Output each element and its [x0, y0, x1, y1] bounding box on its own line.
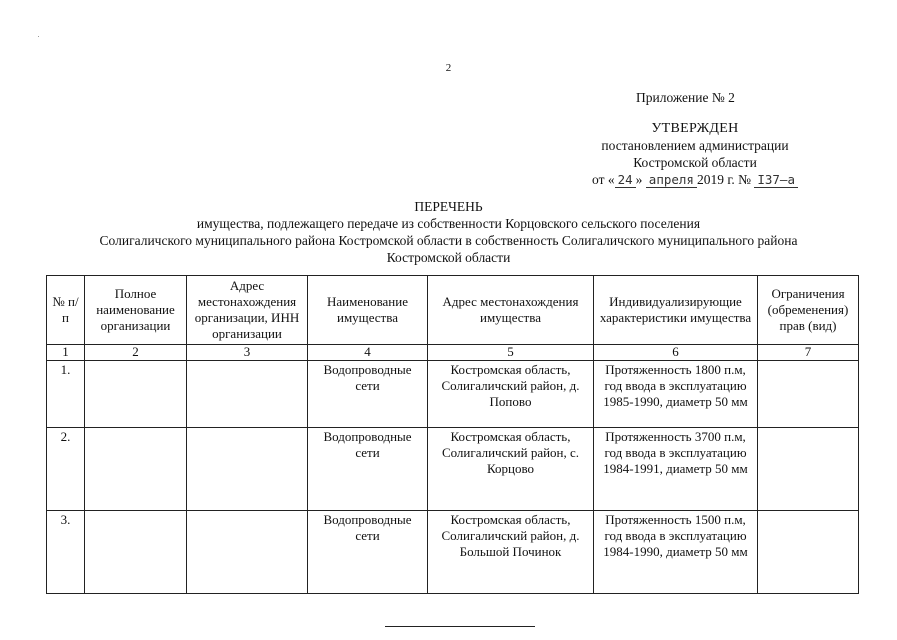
column-number: 7	[758, 345, 859, 361]
table-row	[47, 511, 859, 594]
header-cell: № п/п	[47, 276, 85, 345]
approval-block	[590, 120, 800, 188]
header-cell: Ограничения (обременения) прав (вид)	[758, 276, 859, 345]
row-number: 3.	[47, 511, 85, 594]
scan-speck	[38, 36, 39, 37]
property-table	[46, 275, 859, 594]
org-address-cell	[187, 428, 308, 511]
page-number: 2	[445, 62, 452, 74]
decree-number: I37–а	[754, 173, 798, 188]
restrictions-cell	[758, 428, 859, 511]
column-number: 1	[47, 345, 85, 361]
column-number-row	[47, 345, 859, 361]
approval-line-1: постановлением администрации	[601, 138, 789, 153]
characteristics-cell: Протяженность 3700 п.м, год ввода в эксплуатацию 1984-1991, диаметр 50 мм	[594, 428, 758, 511]
restrictions-cell	[758, 511, 859, 594]
property-address-cell: Костромская область, Солигаличский район, д. Попово	[428, 361, 594, 428]
property-address-cell: Костромская область, Солигаличский район, с. Корцово	[428, 428, 594, 511]
title-line-2: Солигаличского муниципального района Костромской области в собственность Солигаличского муниципального района	[99, 233, 798, 248]
org-name-cell	[85, 361, 187, 428]
column-number: 3	[187, 345, 308, 361]
row-number: 2.	[47, 428, 85, 511]
header-cell: Наименование имущества	[308, 276, 428, 345]
approval-heading: УТВЕРЖДЕН	[651, 121, 739, 136]
header-cell: Полное наименование организации	[85, 276, 187, 345]
title-heading: ПЕРЕЧЕНЬ	[414, 199, 483, 214]
header-cell: Адрес местонахождения организации, ИНН организации	[187, 276, 308, 345]
header-cell: Индивидуализирующие характеристики имущества	[594, 276, 758, 345]
date-day: 24	[615, 173, 636, 188]
table-row	[47, 428, 859, 511]
title-line-3: Костромской области	[386, 250, 511, 265]
date-mid: »	[635, 172, 643, 187]
table-header-row	[47, 276, 859, 345]
characteristics-cell: Протяженность 1800 п.м, год ввода в эксплуатацию 1985-1990, диаметр 50 мм	[594, 361, 758, 428]
column-number: 4	[308, 345, 428, 361]
column-number: 2	[85, 345, 187, 361]
org-name-cell	[85, 428, 187, 511]
org-name-cell	[85, 511, 187, 594]
property-name-cell: Водопроводные сети	[308, 361, 428, 428]
title-line-1: имущества, подлежащего передаче из собственности Корцовского сельского поселения	[196, 216, 701, 231]
restrictions-cell	[758, 361, 859, 428]
appendix-label: Приложение № 2	[636, 90, 735, 105]
date-month: апреля	[646, 173, 697, 188]
approval-line-2: Костромской области	[633, 155, 757, 170]
property-name-cell: Водопроводные сети	[308, 428, 428, 511]
table-row	[47, 361, 859, 428]
row-number: 1.	[47, 361, 85, 428]
header-cell: Адрес местонахождения имущества	[428, 276, 594, 345]
property-name-cell: Водопроводные сети	[308, 511, 428, 594]
date-year: 2019 г. №	[696, 172, 751, 187]
property-address-cell: Костромская область, Солигаличский район, д. Большой Починок	[428, 511, 594, 594]
document-title	[0, 198, 897, 266]
footer-divider	[385, 626, 535, 627]
org-address-cell	[187, 511, 308, 594]
approval-date-line	[590, 171, 800, 188]
org-address-cell	[187, 361, 308, 428]
date-prefix: от «	[592, 172, 615, 187]
column-number: 6	[594, 345, 758, 361]
characteristics-cell: Протяженность 1500 п.м, год ввода в эксплуатацию 1984-1990, диаметр 50 мм	[594, 511, 758, 594]
column-number: 5	[428, 345, 594, 361]
